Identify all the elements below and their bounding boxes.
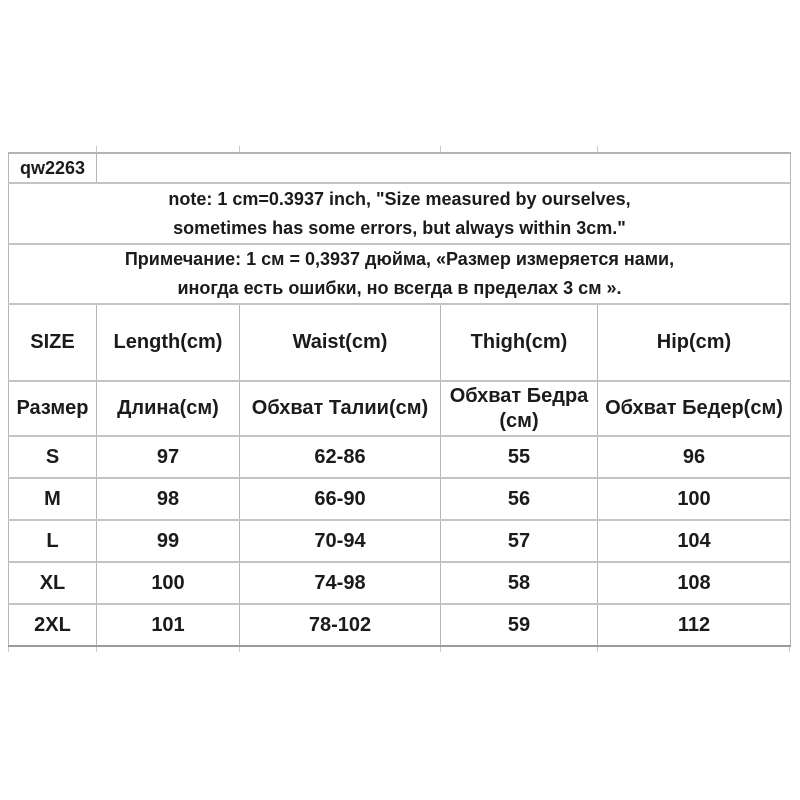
cell-waist: 78-102 (240, 604, 441, 646)
cell-waist: 74-98 (240, 562, 441, 604)
cell-length: 99 (97, 520, 240, 562)
note-en-line2: sometimes has some errors, but always within 3cm." (173, 217, 626, 238)
cell-size: L (9, 520, 97, 562)
header-waist-en: Waist(cm) (240, 304, 441, 381)
size-table (8, 152, 791, 647)
note-ru-line1: Примечание: 1 см = 0,3937 дюйма, «Размер измеряется нами, (124, 249, 675, 269)
note-row-en (9, 183, 791, 244)
table-row-l (9, 520, 791, 562)
cell-size: M (9, 478, 97, 520)
note-row-ru (9, 244, 791, 304)
header-hip-ru: Обхват Бедер(см) (598, 381, 791, 436)
cell-thigh: 58 (441, 562, 598, 604)
product-code-row (9, 153, 791, 183)
cell-length: 101 (97, 604, 240, 646)
note-ru-line2: иногда есть ошибки, но всегда в пределах 3 см ». (177, 278, 622, 298)
table-row-m (9, 478, 791, 520)
cell-size: S (9, 436, 97, 478)
cell-thigh: 56 (441, 478, 598, 520)
table-row-s (9, 436, 791, 478)
cell-thigh: 55 (441, 436, 598, 478)
note-ru (9, 244, 791, 304)
empty-cell (97, 153, 791, 183)
cell-waist: 62-86 (240, 436, 441, 478)
cell-hip: 104 (598, 520, 791, 562)
header-length-ru: Длина(см) (97, 381, 240, 436)
header-length-en: Length(cm) (97, 304, 240, 381)
note-en-line1: note: 1 cm=0.3937 inch, "Size measured by ourselves, (168, 188, 631, 209)
header-thigh-en: Thigh(cm) (441, 304, 598, 381)
cell-size: 2XL (9, 604, 97, 646)
cell-waist: 70-94 (240, 520, 441, 562)
cell-length: 100 (97, 562, 240, 604)
header-size-en: SIZE (9, 304, 97, 381)
cell-length: 98 (97, 478, 240, 520)
header-hip-en: Hip(cm) (598, 304, 791, 381)
product-code-cell: qw2263 (9, 153, 97, 183)
cell-waist: 66-90 (240, 478, 441, 520)
table-row-xl (9, 562, 791, 604)
cell-size: XL (9, 562, 97, 604)
note-en (9, 183, 791, 244)
header-row-en (9, 304, 791, 381)
table-row-2xl (9, 604, 791, 646)
cell-hip: 96 (598, 436, 791, 478)
header-size-ru: Размер (9, 381, 97, 436)
header-row-ru (9, 381, 791, 436)
cell-hip: 112 (598, 604, 791, 646)
cell-thigh: 57 (441, 520, 598, 562)
header-thigh-ru: Обхват Бедра (см) (441, 381, 598, 436)
cell-hip: 100 (598, 478, 791, 520)
header-waist-ru: Обхват Талии(см) (240, 381, 441, 436)
cell-thigh: 59 (441, 604, 598, 646)
cell-hip: 108 (598, 562, 791, 604)
cell-length: 97 (97, 436, 240, 478)
